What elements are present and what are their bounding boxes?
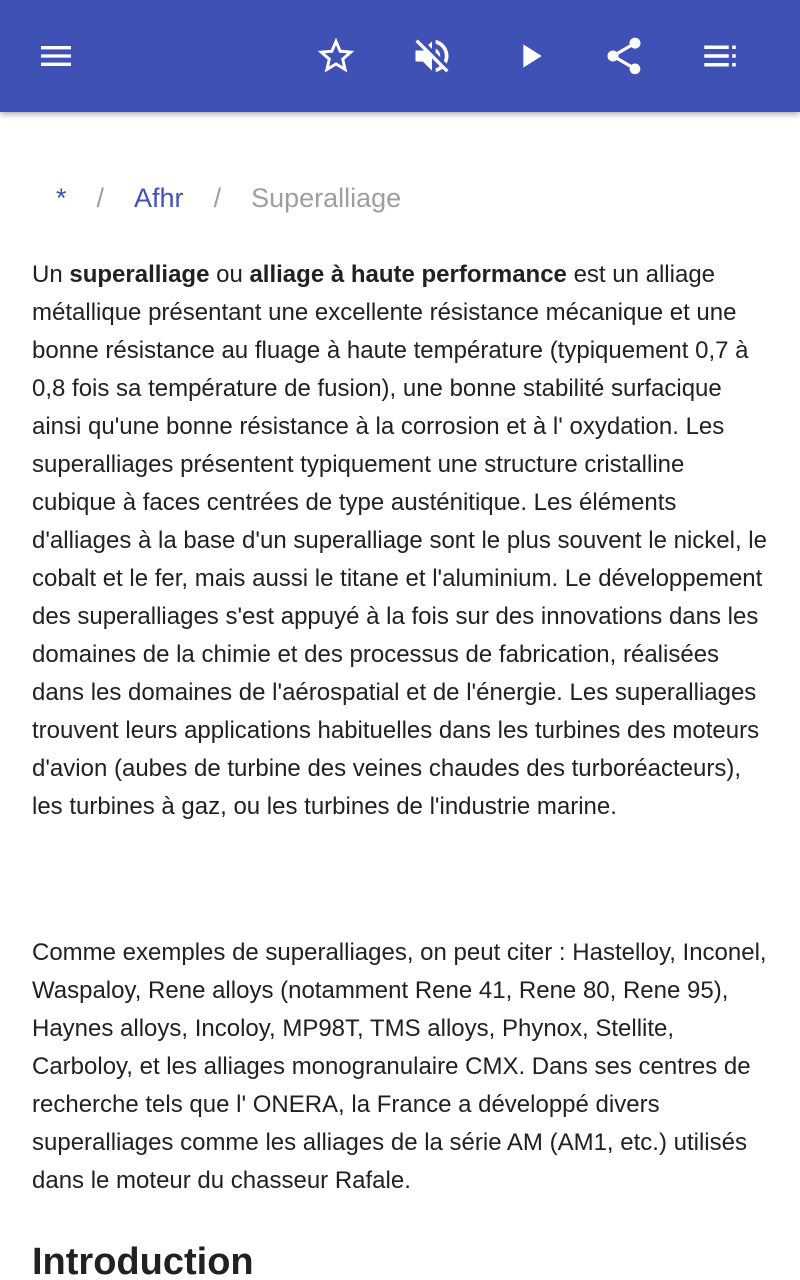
section-heading: Introduction (32, 1241, 254, 1280)
breadcrumb-separator: / (96, 183, 105, 213)
article-paragraph-1: Un superalliage ou alliage à haute performance est un alliage métallique présentant une excellente résistance mécanique et une bonne résistance au fluage à haute température (typiquement 0,7 à 0,8 fois sa température de fusion), une bonne stabilité surfacique ainsi qu'une bonne résistance à la corrosion et à l' oxydation. Les superalliages présentent typiquement une structure cristalline cubique à faces centrées de type austénitique. Les éléments d'alliages à la base d'un superalliage sont le plus souvent le nickel, le cobalt et le fer, mais aussi le titane et l'aluminium. Le développement des superalliages s'est appuyé à la fois sur des innovations dans les domaines de la chimie et des processus de fabrication, réalisées dans les domaines de l'aérospatial et de l'énergie. Les superalliages trouvent leurs applications habituelles dans les turbines des moteurs d'avion (aubes de turbine des veines chaudes des turboréacteurs), les turbines à gaz, ou les turbines de l'industrie marine. (32, 261, 767, 820)
breadcrumb-root-link[interactable]: * (56, 183, 67, 213)
list-icon[interactable] (692, 28, 748, 84)
breadcrumb-separator: / (213, 183, 222, 213)
play-icon[interactable] (502, 28, 558, 84)
star-outline-icon[interactable] (308, 28, 364, 84)
term-superalliage: superalliage (69, 261, 210, 288)
menu-icon[interactable] (28, 28, 84, 84)
breadcrumb (24, 180, 401, 216)
breadcrumb-current: Superalliage (251, 183, 402, 213)
app-bar (0, 0, 800, 112)
share-icon[interactable] (596, 28, 652, 84)
article-paragraph-2: Comme exemples de superalliages, on peut citer : Hastelloy, Inconel, Waspaloy, Rene alloys (notamment Rene 41, Rene 80, Rene 95), Haynes alloys, Incoloy, MP98T, TMS alloys, Phynox, Stellite, Carboloy, et les alliages monogranulaire CMX. Dans ses centres de recherche tels que l' ONERA, la France a développé divers superalliages comme les alliages de la série AM (AM1, etc.) utilisés dans le moteur du chasseur Rafale. (32, 939, 767, 1194)
term-alliage-haute-performance: alliage à haute performance (249, 261, 567, 288)
breadcrumb-parent-link[interactable]: Afhr (134, 183, 184, 213)
volume-off-icon[interactable] (404, 28, 460, 84)
